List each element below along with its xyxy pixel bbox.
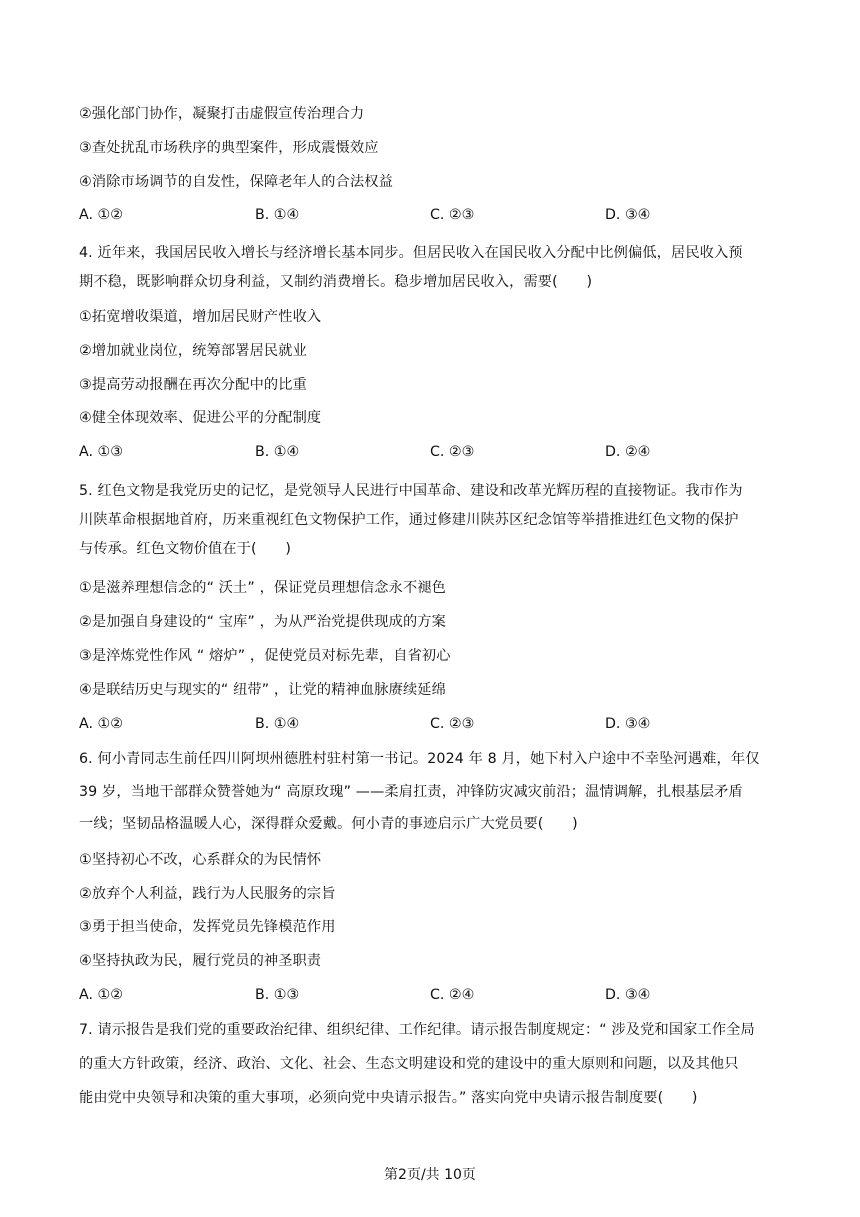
q5-item-3: ③是淬炼党性作风 “ 熔炉” ，促使党员对标先辈，自省初心 xyxy=(79,648,451,664)
q6-option-c: C. ②④ xyxy=(430,987,475,1003)
q6-item-3: ③勇于担当使命，发挥党员先锋模范作用 xyxy=(79,919,336,935)
q6-item-4: ④坚持执政为民，履行党员的神圣职责 xyxy=(79,953,322,969)
q3-option-b: B. ①④ xyxy=(255,207,300,223)
q4-option-b: B. ①④ xyxy=(255,444,300,460)
q6-option-b: B. ①③ xyxy=(255,987,300,1003)
q4-item-3: ③提高劳动报酬在再次分配中的比重 xyxy=(79,377,307,393)
q5-option-a: A. ①② xyxy=(79,716,123,732)
q5-stem-line-1: 5. 红色文物是我党历史的记忆，是党领导人民进行中国革命、建设和改革光辉历程的直接物证。我市作为 xyxy=(79,483,743,499)
q5-item-4: ④是联结历史与现实的“ 纽带” ，让党的精神血脉赓续延绵 xyxy=(79,682,446,698)
q5-stem-line-3: 与传承。红色文物价值在于( ) xyxy=(79,541,292,557)
q4-option-d: D. ②④ xyxy=(605,444,651,460)
q7-stem-line-1: 7. 请示报告是我们党的重要政治纪律、组织纪律、工作纪律。请示报告制度规定：“ 涉及党和国家工作全局 xyxy=(79,1022,755,1038)
q6-options xyxy=(79,986,789,1004)
q3-option-a: A. ①② xyxy=(79,207,123,223)
q4-item-4: ④健全体现效率、促进公平的分配制度 xyxy=(79,410,322,426)
q4-item-1: ①拓宽增收渠道，增加居民财产性收入 xyxy=(79,309,322,325)
q6-option-a: A. ①② xyxy=(79,987,123,1003)
q6-stem-line-1: 6. 何小青同志生前任四川阿坝州德胜村驻村第一书记。2024 年 8 月，她下村入户途中不幸坠河遇难，年仅 xyxy=(79,751,760,767)
q3-option-d: D. ③④ xyxy=(605,207,651,223)
q6-item-1: ①坚持初心不改，心系群众的为民情怀 xyxy=(79,852,322,868)
q6-option-d: D. ③④ xyxy=(605,987,651,1003)
q4-option-a: A. ①③ xyxy=(79,444,123,460)
page-number: 第2页/共 10页 xyxy=(384,1167,476,1183)
q5-option-d: D. ③④ xyxy=(605,716,651,732)
q3-option-c: C. ②③ xyxy=(430,207,475,223)
q6-stem-line-2: 39 岁，当地干部群众赞誉她为“ 高原玫瑰” ——柔肩扛责，冲锋防灾减灾前沿；温情调解，扎根基层矛盾 xyxy=(79,784,743,800)
q4-option-c: C. ②③ xyxy=(430,444,475,460)
q5-options xyxy=(79,715,789,733)
q7-stem-line-2: 的重大方针政策，经济、政治、文化、社会、生态文明建设和党的建设中的重大原则和问题，以及其他只 xyxy=(79,1056,739,1072)
q5-stem-line-2: 川陕革命根据地首府，历来重视红色文物保护工作，通过修建川陕苏区纪念馆等举措推进红色文物的保护 xyxy=(79,512,739,528)
q5-item-2: ②是加强自身建设的“ 宝库” ，为从严治党提供现成的方案 xyxy=(79,614,446,630)
q3-options xyxy=(79,206,789,224)
q4-stem-line-1: 4. 近年来，我国居民收入增长与经济增长基本同步。但居民收入在国民收入分配中比例偏低，居民收入预 xyxy=(79,245,743,261)
q4-item-2: ②增加就业岗位，统筹部署居民就业 xyxy=(79,343,307,359)
q5-item-1: ①是滋养理想信念的“ 沃土” ，保证党员理想信念永不褪色 xyxy=(79,580,446,596)
q6-stem-line-3: 一线；坚韧品格温暖人心，深得群众爱戴。何小青的事迹启示广大党员要( ) xyxy=(79,816,578,832)
q3-item-3: ③查处扰乱市场秩序的典型案件，形成震慑效应 xyxy=(79,140,379,156)
q5-option-c: C. ②③ xyxy=(430,716,475,732)
q5-option-b: B. ①④ xyxy=(255,716,300,732)
q4-options xyxy=(79,443,789,461)
q7-stem-line-3: 能由党中央领导和决策的重大事项，必须向党中央请示报告。” 落实向党中央请示报告制度要( ) xyxy=(79,1090,698,1106)
q3-item-4: ④消除市场调节的自发性，保障老年人的合法权益 xyxy=(79,174,393,190)
q6-item-2: ②放弃个人利益，践行为人民服务的宗旨 xyxy=(79,886,336,902)
q3-item-2: ②强化部门协作，凝聚打击虚假宣传治理合力 xyxy=(79,106,365,122)
q4-stem-line-2: 期不稳，既影响群众切身利益，又制约消费增长。稳步增加居民收入，需要( ) xyxy=(79,274,593,290)
